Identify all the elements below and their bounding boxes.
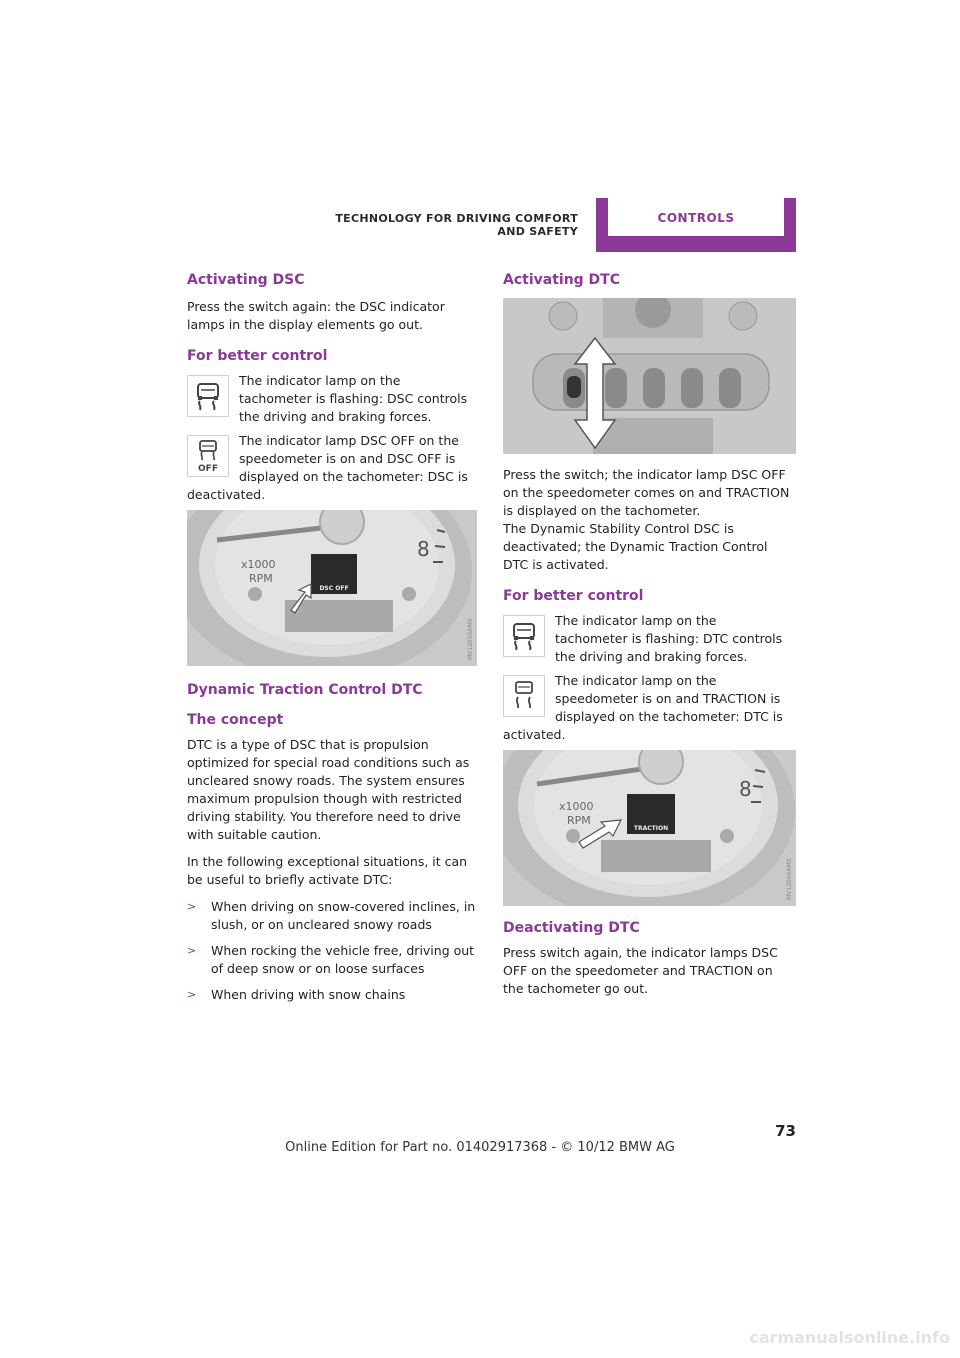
traction-photo-gauge-rpm: RPM xyxy=(567,814,591,827)
dtc-switch-photo xyxy=(503,298,796,454)
page-number: 73 xyxy=(775,1122,796,1140)
dsc-flashing-note xyxy=(187,372,477,426)
dsc-photo-gauge-rpm: RPM xyxy=(249,572,273,585)
concept-text-2: In the following exceptional situations, it can be useful to briefly activate DTC: xyxy=(187,854,468,887)
dtc-active-icon xyxy=(503,675,545,717)
deactivating-dtc-text: Press switch again, the indicator lamps DSC OFF on the speedometer and TRACTION on the tachometer go out. xyxy=(503,945,778,996)
dsc-photo-gauge-x: x1000 xyxy=(241,558,276,571)
svg-text:8: 8 xyxy=(417,537,430,561)
dtc-active-text: The indicator lamp on the speedometer is on and TRACTION is displayed on the tachometer: DTC is activated. xyxy=(503,673,783,742)
header-tab xyxy=(596,198,796,252)
list-item: > When rocking the vehicle free, driving out of deep snow or on loose surfaces xyxy=(187,943,475,976)
dtc-situations-list xyxy=(187,898,477,1004)
svg-text:8: 8 xyxy=(739,777,752,801)
watermark: carmanualsonline.info xyxy=(749,1328,950,1347)
traction-photo-display-label: TRACTION xyxy=(633,825,669,832)
dtc-flashing-text: The indicator lamp on the tachometer is flashing: DTC controls the driving and braking forces. xyxy=(555,613,783,664)
dsc-off-icon xyxy=(187,435,229,477)
dtc-active-note xyxy=(503,672,793,744)
bullet-icon: > xyxy=(187,900,197,913)
concept-text-1: DTC is a type of DSC that is propulsion optimized for special road conditions such as uncleared snowy roads. The system ensures maximum propulsion though with restricted driving stability. You therefore need to drive with suitable caution. xyxy=(187,737,470,842)
activating-dtc-text-1: Press the switch; the indicator lamp DSC OFF on the speedometer comes on and TRACTION is displayed on the tachometer. xyxy=(503,467,790,518)
heading-concept: The concept xyxy=(187,712,284,728)
heading-deactivating-dtc: Deactivating DTC xyxy=(503,920,640,936)
header-tab-label: CONTROLS xyxy=(608,198,784,236)
heading-dtc: Dynamic Traction Control DTC xyxy=(187,682,423,698)
heading-activating-dtc: Activating DTC xyxy=(503,272,620,288)
dtc-skid-icon xyxy=(503,615,545,657)
dsc-off-note xyxy=(187,432,477,504)
header-section-title: TECHNOLOGY FOR DRIVING COMFORT AND SAFETY xyxy=(335,212,578,238)
bullet-icon: > xyxy=(187,988,197,1001)
activating-dsc-text: Press the switch again: the DSC indicator lamps in the display elements go out. xyxy=(187,299,445,332)
traction-photo-gauge-x: x1000 xyxy=(559,800,594,813)
right-column xyxy=(503,270,793,1007)
list-item: > When driving on snow-covered inclines, in slush, or on uncleared snowy roads xyxy=(187,899,476,932)
traction-tachometer-photo xyxy=(503,750,796,906)
activating-dtc-text-2: The Dynamic Stability Control DSC is deactivated; the Dynamic Traction Control DTC is activated. xyxy=(503,521,768,572)
dsc-photo-ref-code: MV12050AMX xyxy=(467,618,474,660)
dsc-off-icon-text: OFF xyxy=(198,464,218,474)
heading-better-control-dsc: For better control xyxy=(187,348,328,364)
dsc-flashing-text: The indicator lamp on the tachometer is flashing: DSC controls the driving and braking forces. xyxy=(239,373,468,424)
heading-better-control-dtc: For better control xyxy=(503,588,644,604)
dtc-flashing-note xyxy=(503,612,793,666)
bullet-icon: > xyxy=(187,944,197,957)
heading-activating-dsc: Activating DSC xyxy=(187,272,305,288)
left-column xyxy=(187,270,477,1012)
dsc-photo-display-label: DSC OFF xyxy=(319,585,349,592)
list-item: > When driving with snow chains xyxy=(187,987,406,1002)
dsc-off-text: The indicator lamp DSC OFF on the speedometer is on and DSC OFF is displayed on the tachometer: DSC is deactivated. xyxy=(187,433,468,502)
traction-photo-ref-code: MV12060AMX xyxy=(786,858,793,900)
footer-edition: Online Edition for Part no. 01402917368 - © 10/12 BMW AG xyxy=(285,1140,675,1155)
dsc-skid-icon xyxy=(187,375,229,417)
dsc-off-tachometer-photo xyxy=(187,510,477,666)
